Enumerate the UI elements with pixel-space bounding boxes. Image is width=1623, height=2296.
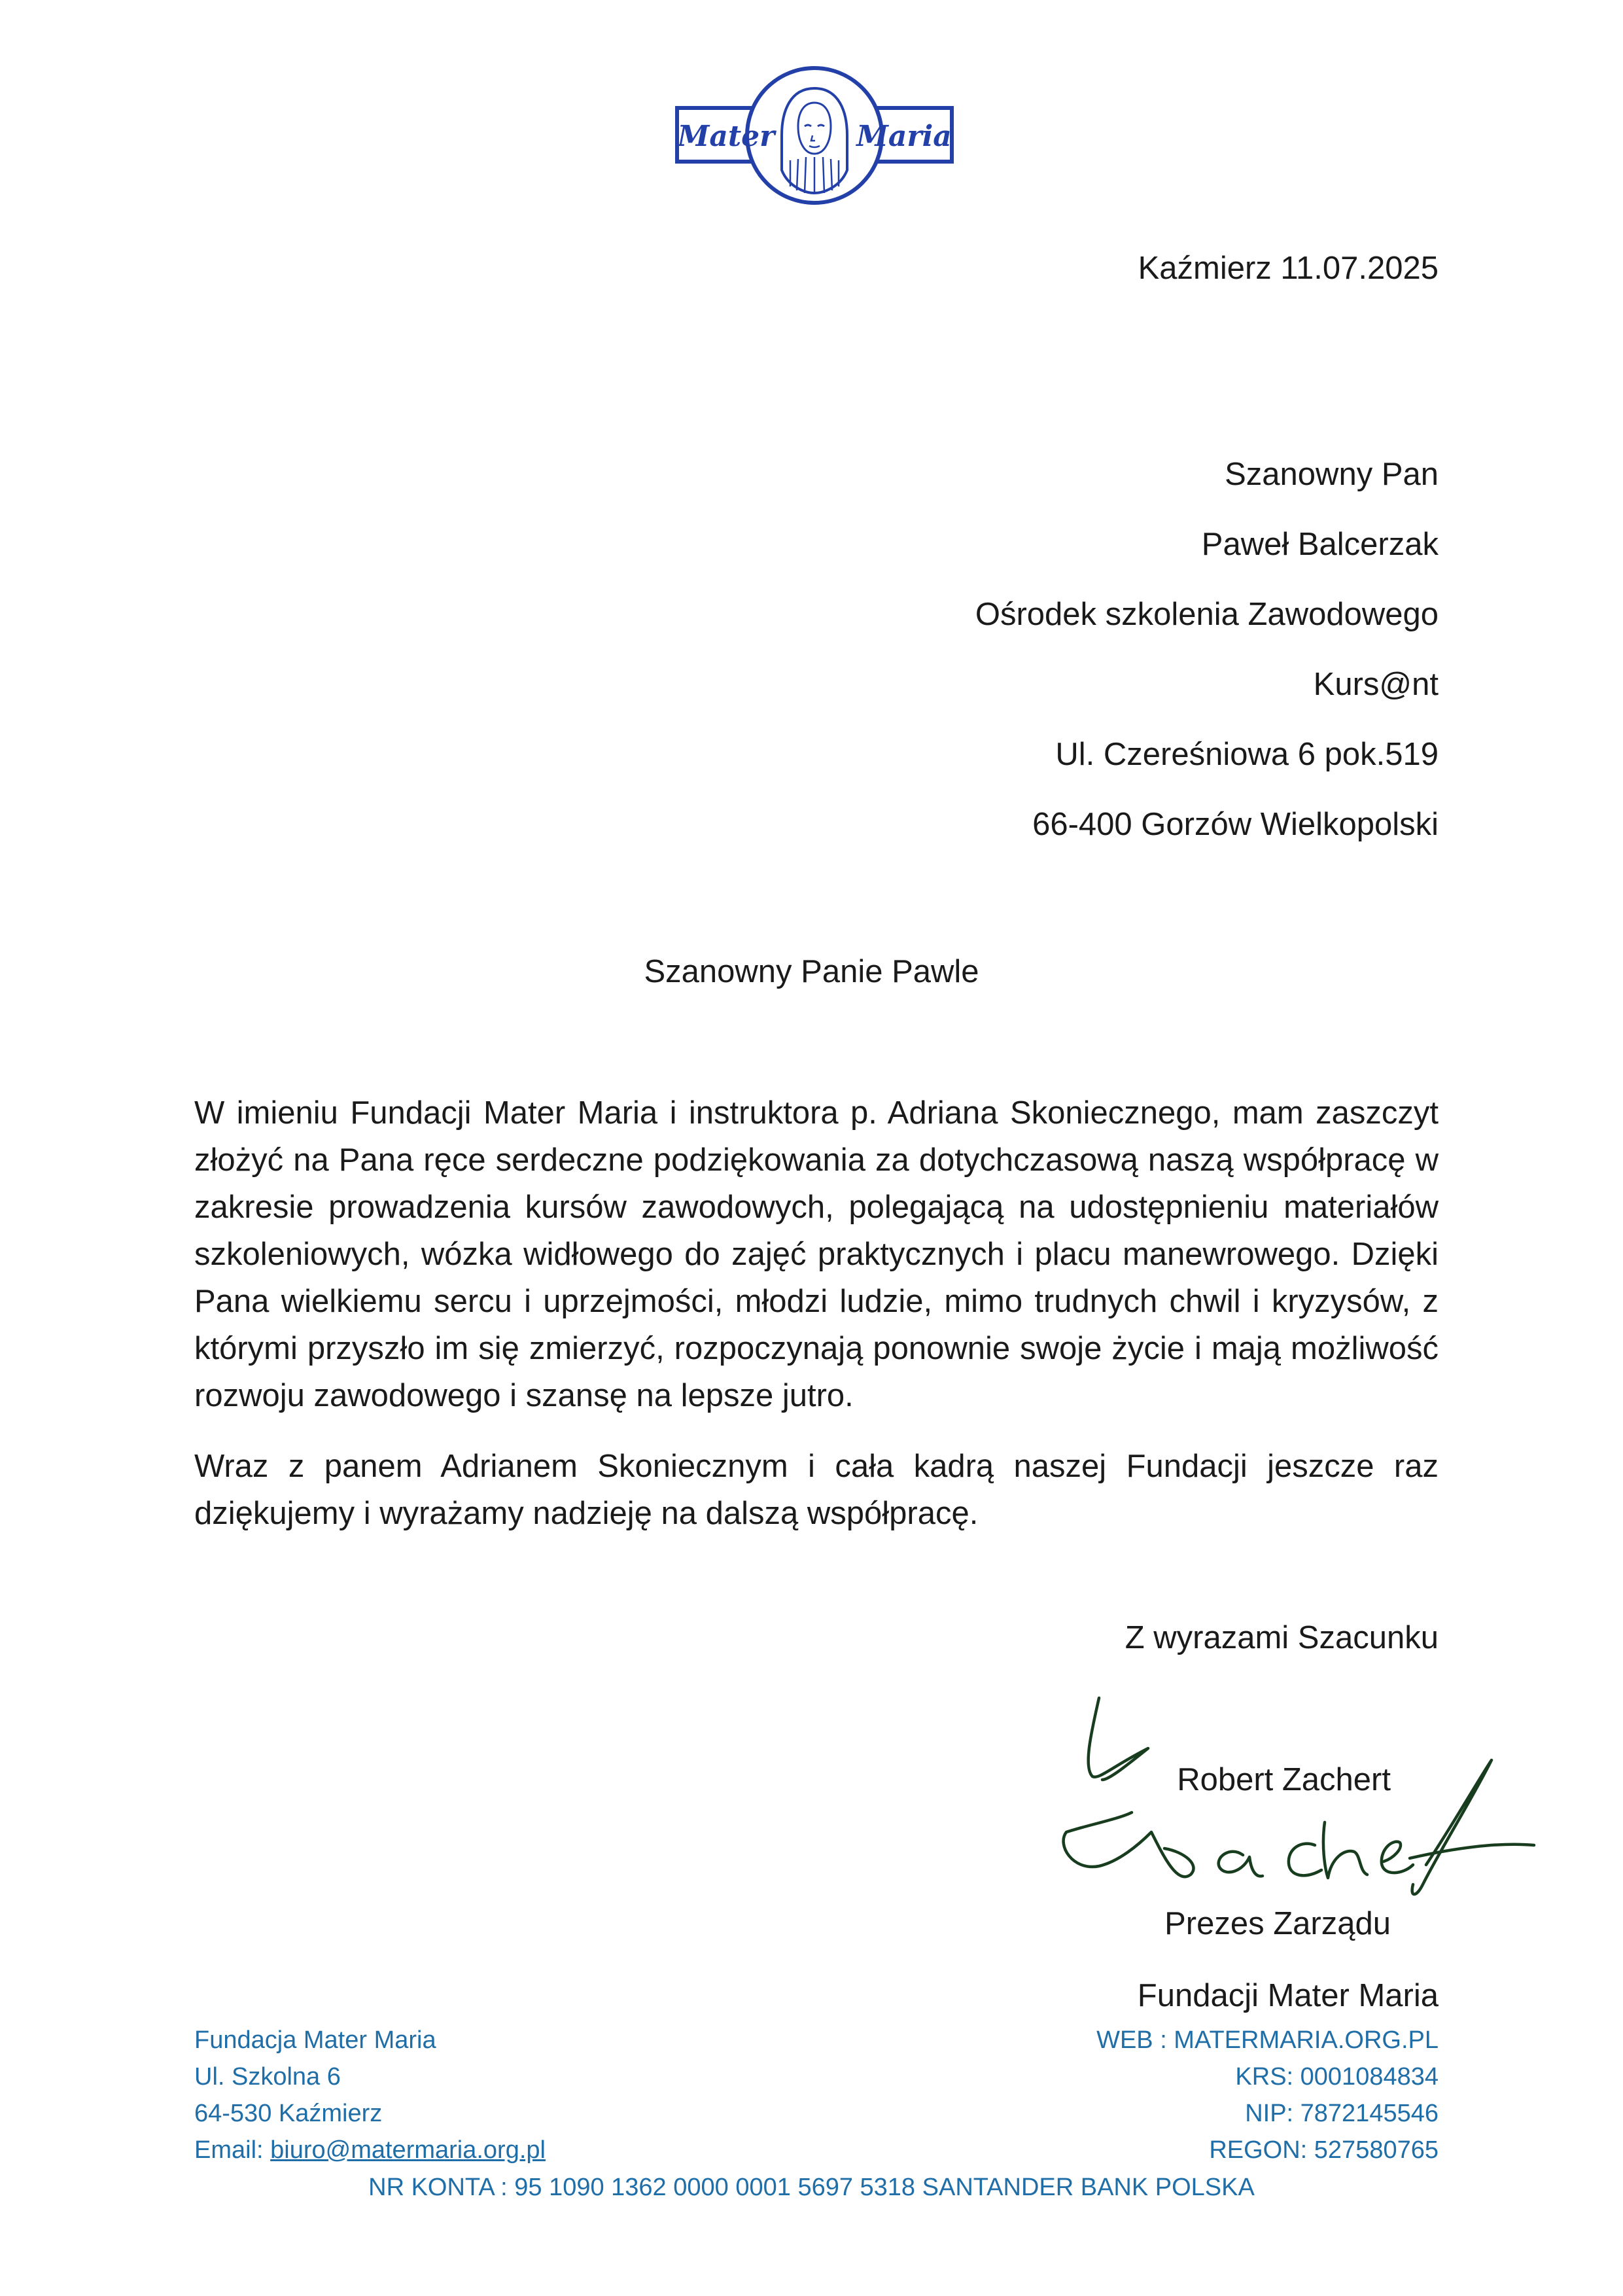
recipient-line: Szanowny Pan [1225,457,1439,492]
logo-right-text: Maria [856,120,952,153]
footer-contact [194,2022,546,2168]
recipient-name: Paweł Balcerzak [1201,527,1439,562]
footer-org: Fundacja Mater Maria [194,2026,436,2054]
mater-maria-logo [674,62,955,209]
footer-web[interactable]: WEB : MATERMARIA.ORG.PL [1096,2026,1439,2054]
footer-nip: NIP: 7872145546 [1245,2100,1439,2127]
footer-email-link[interactable]: biuro@matermaria.org.pl [270,2136,546,2164]
recipient-line: Ul. Czereśniowa 6 pok.519 [1055,737,1439,772]
recipient-line: Ośrodek szkolenia Zawodowego [975,597,1439,632]
footer-city: 64-530 Kaźmierz [194,2100,383,2127]
footer-krs: KRS: 0001084834 [1235,2063,1439,2091]
recipient-line: Kurs@nt [1313,667,1439,702]
footer-registry [1096,2022,1439,2168]
footer-street: Ul. Szkolna 6 [194,2063,341,2091]
letter-body [194,1089,1439,1537]
body-paragraph: W imieniu Fundacji Mater Maria i instruktora p. Adriana Skoniecznego, mam zaszczyt złożyć na Pana ręce serdeczne podziękowania za dotychczasową naszą współpracę w zakresie prowadzenia kursów zawodowych, polegającą na udostępnieniu materiałów szkoleniowych, wózka widłowego do zajęć praktycznych i placu manewrowego. Dzięki Pana wielkiemu sercu i uprzejmości, młodzi ludzie, mimo trudnych chwil i kryzysów, z którymi przyszło im się zmierzyć, rozpoczynają ponownie swoje życie i mają możliwość rozwoju zawodowego i szansę na lepsze jutro. [194,1095,1439,1413]
signatory-title: Prezes Zarządu [1164,1906,1391,1941]
body-paragraph: Wraz z panem Adrianem Skoniecznym i cała kadrą naszej Fundacji jeszcze raz dziękujemy i wyrażamy nadzieję na dalszą współpracę. [194,1449,1439,1531]
signatory-organization: Fundacji Mater Maria [1137,1978,1439,2013]
footer-email-label: Email: [194,2136,271,2164]
recipient-address [975,455,1439,875]
signatory-name: Robert Zachert [1177,1762,1391,1797]
footer-bank-account: NR KONTA : 95 1090 1362 0000 0001 5697 5318 SANTANDER BANK POLSKA [368,2174,1255,2201]
recipient-line: 66-400 Gorzów Wielkopolski [1032,807,1439,842]
letter-date: Kaźmierz 11.07.2025 [1138,251,1439,286]
handwritten-signature [1047,1688,1544,1911]
salutation: Szanowny Panie Pawle [644,954,979,989]
logo-left-text: Mater [677,120,775,153]
footer-email-line [194,2132,546,2168]
footer-regon: REGON: 527580765 [1209,2136,1439,2164]
closing: Z wyrazami Szacunku [1125,1620,1439,1655]
